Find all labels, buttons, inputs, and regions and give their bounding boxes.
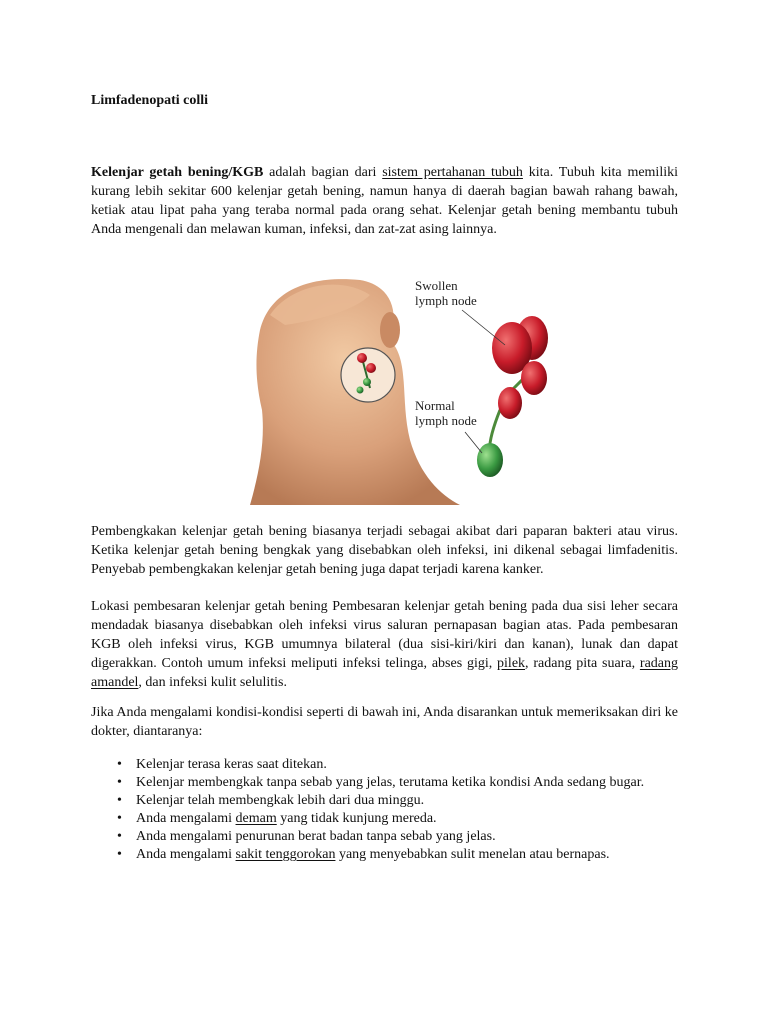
document-title: Limfadenopati colli — [91, 93, 209, 108]
label-swollen-2: lymph node — [415, 293, 477, 308]
intro-paragraph — [91, 163, 678, 239]
label-swollen-1: Swollen — [415, 278, 458, 293]
list-item-text: Kelenjar telah membengkak lebih dari dua minggu. — [136, 793, 425, 808]
symptom-list — [91, 756, 678, 864]
para3-text-3: , dan infeksi kulit selulitis. — [138, 675, 287, 690]
list-item — [91, 792, 678, 810]
intro-text-1: adalah bagian dari — [263, 165, 383, 180]
sakit-tenggorokan-link[interactable]: sakit tenggorokan — [235, 847, 336, 862]
ear-shape — [380, 312, 400, 348]
bullet-icon: • — [117, 829, 122, 844]
list-item-post: yang tidak kunjung mereda. — [276, 811, 437, 826]
list-item-text: Anda mengalami penurunan berat badan tanpa sebab yang jelas. — [136, 829, 496, 844]
sistem-pertahanan-link[interactable]: sistem pertahanan tubuh — [382, 165, 523, 180]
radang-amandel-link[interactable]: radang amandel — [91, 656, 678, 690]
demam-link[interactable]: demam — [235, 811, 277, 826]
paragraph-pembengkakan: Pembengkakan kelenjar getah bening biasanya terjadi sebagai akibat dari paparan bakteri atau virus. Ketika kelenjar getah bening bengkak yang disebabkan oleh infeksi, ini dikenal sebagai limfadenitis. Penyebab pembengkakan kelenjar getah bening juga dapat terjadi karena kanker. — [91, 524, 678, 577]
list-item-pre: Anda mengalami — [136, 811, 236, 826]
bullet-icon: • — [117, 775, 122, 790]
intro-term: Kelenjar getah bening/KGB — [91, 165, 264, 180]
paragraph-jika: Jika Anda mengalami kondisi-kondisi seperti di bawah ini, Anda disarankan untuk memeriksakan diri ke dokter, diantaranya: — [91, 705, 678, 739]
list-item — [91, 828, 678, 846]
bullet-icon: • — [117, 811, 122, 826]
neck-lymph-node-svg — [250, 270, 560, 505]
bullet-icon: • — [117, 793, 122, 808]
label-normal-2: lymph node — [415, 413, 477, 428]
magnifier-circle — [341, 348, 395, 402]
bullet-icon: • — [117, 847, 122, 862]
list-item-text: Kelenjar membengkak tanpa sebab yang jelas, terutama ketika kondisi Anda sedang bugar. — [136, 775, 645, 790]
list-item — [91, 756, 678, 774]
para3-text-1: Lokasi pembesaran kelenjar getah bening Pembesaran kelenjar getah bening pada dua sisi leher secara mendadak biasanya disebabkan oleh infeksi virus saluran pernapasan bagian atas. Pada pembesaran KGB oleh infeksi virus, KGB umumnya bilateral (dua sisi-kiri/kiri dan kanan), lunak dan dapat digerakkan. Contoh umum infeksi meliputi infeksi telinga, abses gigi, — [91, 599, 678, 671]
list-item — [91, 846, 678, 864]
para3-text-2: , radang pita suara, — [525, 656, 640, 671]
list-item-text: Kelenjar terasa keras saat ditekan. — [136, 757, 327, 772]
label-normal-1: Normal — [415, 398, 455, 413]
list-item — [91, 774, 678, 792]
list-item-post: yang menyebabkan sulit menelan atau bernapas. — [335, 847, 610, 862]
list-item — [91, 810, 678, 828]
intro-text-2: kita. Tubuh kita memiliki kurang lebih sekitar 600 kelenjar getah bening, namun hanya di daerah bagian bawah rahang bawah, ketiak atau lipat paha yang teraba normal pada orang sehat. Kelenjar getah bening membantu tubuh Anda mengenali dan melawan kuman, infeksi, dan zat-zat asing lainnya. — [91, 165, 678, 237]
paragraph-lokasi — [91, 597, 678, 692]
list-item-pre: Anda mengalami — [136, 847, 236, 862]
pilek-link[interactable]: pilek — [497, 656, 526, 671]
bullet-icon: • — [117, 757, 122, 772]
lymph-node-illustration — [250, 270, 560, 505]
